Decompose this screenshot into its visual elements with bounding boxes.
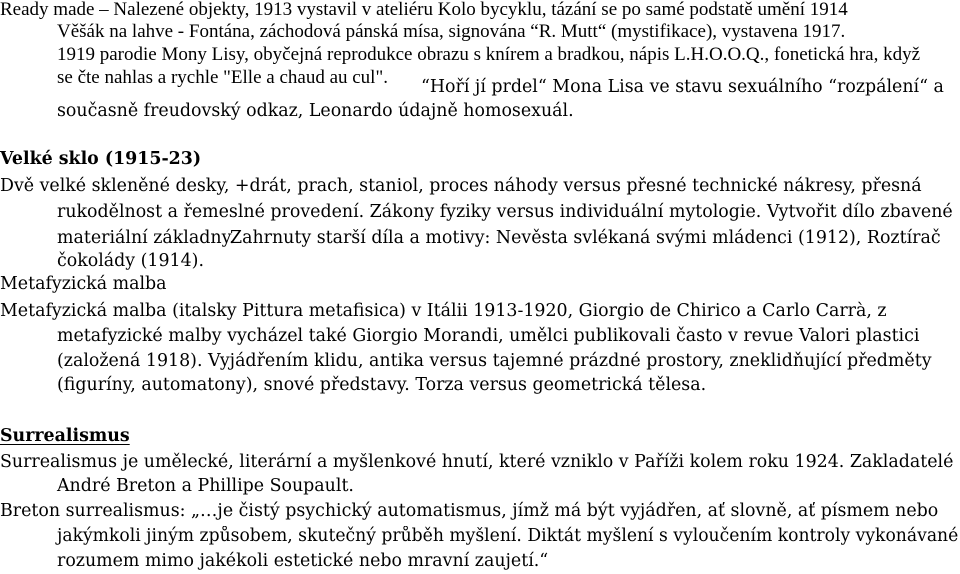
surrealismus-heading: Surrealismus: [0, 426, 130, 446]
velke-sklo-heading: Velké sklo (1915-23): [0, 149, 202, 169]
intro-line-2: Věšák na lahve - Fontána, záchodová pánská mísa, signována “R. Mutt“ (mystifikace), vystavena 1917.: [57, 21, 846, 42]
velke-sklo-line-3b: Zahrnuty starší díla a motivy: Nevěsta svlékaná svými mládenci (1912), Roztírač: [230, 228, 941, 248]
intro-line-4b: “Hoří jí prdel“ Mona Lisa ve stavu sexuálního “rozpálení“ a: [421, 77, 944, 97]
velke-sklo-line-4: čokolády (1914).: [57, 251, 204, 271]
surrealismus-line-2: André Breton a Phillipe Soupault.: [57, 476, 354, 496]
intro-line-5: současně freudovský odkaz, Leonardo údajně homosexuál.: [57, 101, 574, 121]
surrealismus-line-3: Breton surrealismus: „…je čistý psychický automatismus, jímž má být vyjádřen, ať slovně, ať písmem nebo: [0, 501, 939, 521]
velke-sklo-line-2: rukodělnost a řemeslné provedení. Zákony fyziky versus individuální mytologie. Vytvořit dílo zbavené: [57, 202, 953, 222]
metafyzicka-heading: Metafyzická malba: [0, 274, 167, 294]
metafyzicka-line-3: (založená 1918). Vyjádřením klidu, antika versus tajemné prázdné prostory, zneklidňující předměty: [57, 351, 932, 371]
surrealismus-line-1: Surrealismus je umělecké, literární a myšlenkové hnutí, které vzniklo v Paříži kolem roku 1924. Zakladatelé: [0, 452, 954, 472]
velke-sklo-line-3a: materiální základny.: [57, 228, 235, 248]
intro-line-1: Ready made – Nalezené objekty, 1913 vystavil v ateliéru Kolo bycyklu, tázání se po samé podstatě umění 1914: [0, 0, 848, 20]
metafyzicka-line-1: Metafyzická malba (italsky Pittura metafisica) v Itálii 1913-1920, Giorgio de Chirico a Carlo Carrà, z: [0, 301, 887, 321]
velke-sklo-line-1: Dvě velké skleněné desky, +drát, prach, staniol, proces náhody versus přesné technické nákresy, přesná: [0, 176, 922, 196]
surrealismus-line-5: rozumem mimo jakékoli estetické nebo mravní zaujetí.“: [57, 551, 549, 571]
intro-line-3: 1919 parodie Mony Lisy, obyčejná reprodukce obrazu s knírem a bradkou, nápis L.H.O.O.Q., fonetická hra, když: [57, 44, 921, 65]
metafyzicka-line-2: metafyzické malby vycházel také Giorgio Morandi, umělci publikovali často v revue Valori plastici: [57, 326, 920, 346]
metafyzicka-line-4: (figuríny, automatony), snové představy. Torza versus geometrická tělesa.: [57, 375, 707, 395]
intro-line-4a: se čte nahlas a rychle "Elle a chaud au cul".: [57, 67, 388, 88]
surrealismus-line-4: jakýmkoli jiným způsobem, skutečný průběh myšlení. Diktát myšlení s vyloučením kontroly vykonávané: [57, 526, 959, 546]
